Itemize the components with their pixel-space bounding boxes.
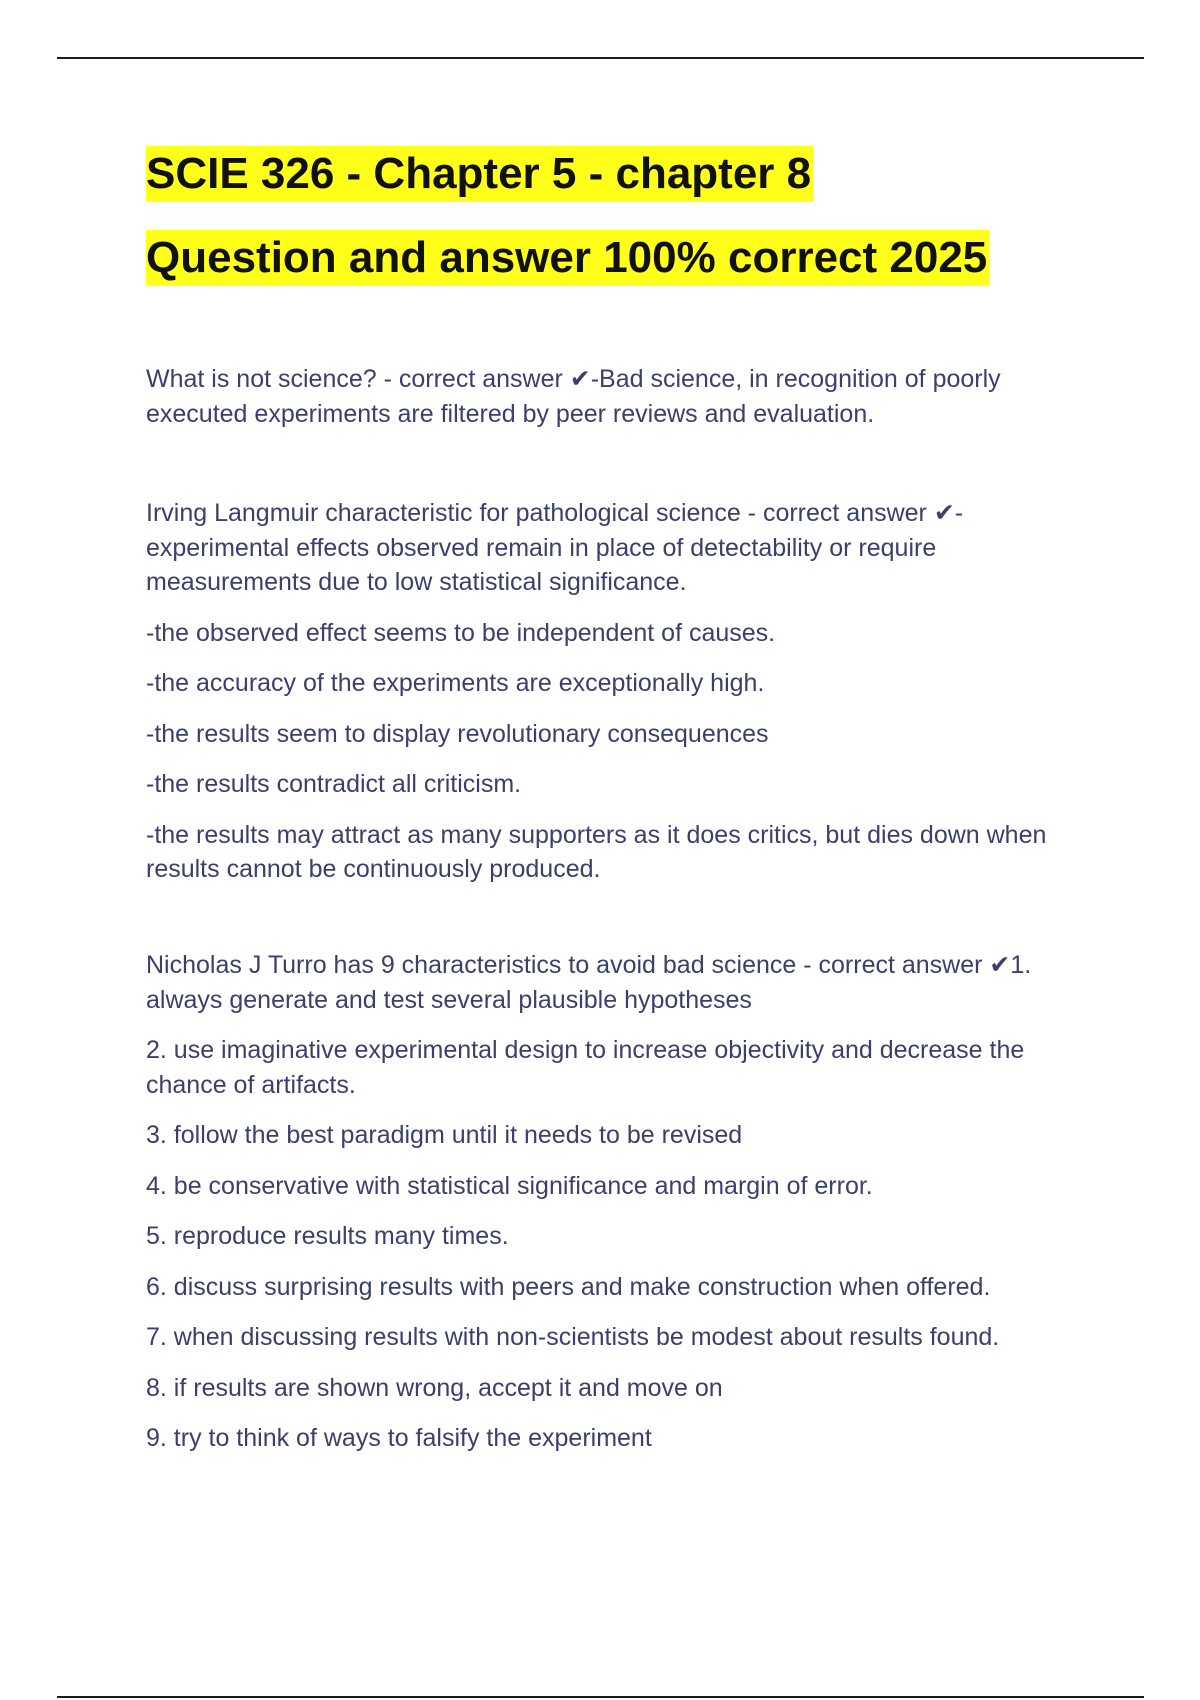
title-line-2: Question and answer 100% correct 2025 [146,230,989,314]
top-divider [57,57,1144,59]
list-item: 4. be conservative with statistical significance and margin of error. [146,1171,873,1200]
qa-block-langmuir [146,496,1086,903]
qa-block-turro [146,948,1086,1472]
bottom-divider [57,1696,1144,1698]
list-item: -the results contradict all criticism. [146,770,522,798]
list-item: -the results seem to display revolutionary consequences [146,719,769,748]
list-item: 6. discuss surprising results with peers and make construction when offered. [146,1272,991,1301]
qa-paragraph: Nicholas J Turro has 9 characteristics to avoid bad science - correct answer ✔1. always generate and test several plausible hypotheses [146,951,1032,1014]
list-item: -the accuracy of the experiments are exceptionally high. [146,669,765,697]
list-item: 9. try to think of ways to falsify the experiment [146,1424,652,1452]
qa-paragraph: Irving Langmuir characteristic for pathological science - correct answer ✔-experimental effects observed remain in place of detectability or require measurements due to low statistical significance. [146,499,964,596]
list-item: -the observed effect seems to be independent of causes. [146,618,776,647]
title-line-1: SCIE 326 - Chapter 5 - chapter 8 [146,146,989,230]
qa-block-not-science [146,362,1086,447]
list-item: 8. if results are shown wrong, accept it and move on [146,1373,723,1402]
list-item: 7. when discussing results with non-scientists be modest about results found. [146,1323,1000,1351]
qa-paragraph: What is not science? - correct answer ✔-Bad science, in recognition of poorly executed experiments are filtered by peer reviews and evaluation. [146,365,1001,428]
list-item: -the results may attract as many supporters as it does critics, but dies down when results cannot be continuously produced. [146,820,1047,883]
list-item: 2. use imaginative experimental design to increase objectivity and decrease the chance of artifacts. [146,1036,1025,1099]
list-item: 3. follow the best paradigm until it needs to be revised [146,1121,743,1149]
list-item: 5. reproduce results many times. [146,1222,509,1250]
document-title [146,146,989,314]
